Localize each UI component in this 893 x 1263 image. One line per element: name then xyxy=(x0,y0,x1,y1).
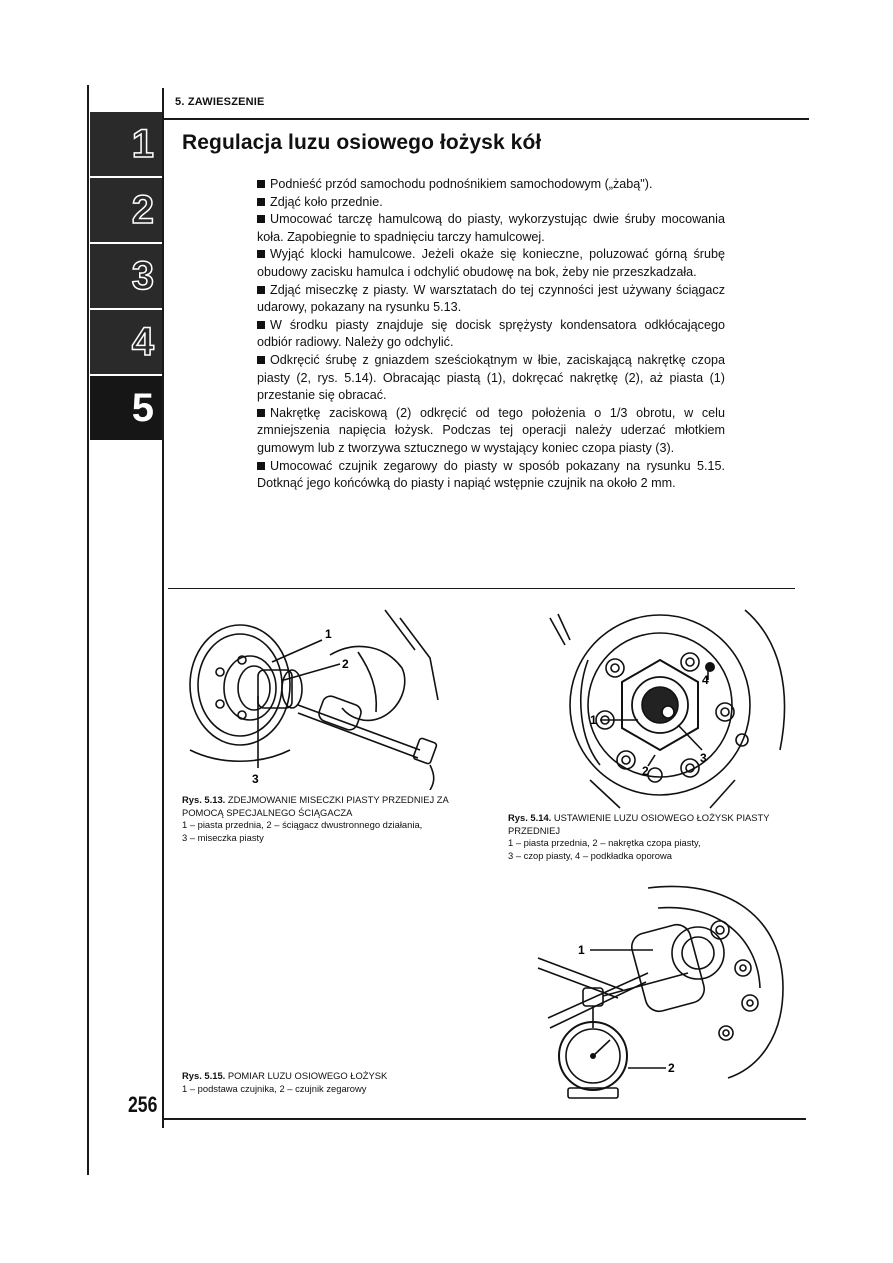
left-margin-rule xyxy=(87,85,89,1175)
callout-4: 4 xyxy=(702,673,709,687)
hub-adjustment-drawing xyxy=(530,600,800,810)
figure-legend: 1 – piasta przednia, 2 – ściągacz dwustronnego działania, xyxy=(182,819,423,831)
bullet-square-icon xyxy=(257,198,265,206)
section-label: 5. ZAWIESZENIE xyxy=(175,96,265,108)
figure-legend: 1 – podstawa czujnika, 2 – czujnik zegarowy xyxy=(182,1082,367,1094)
step-item: Wyjąć klocki hamulcowe. Jeżeli okaże się konieczne, poluzować górną śrubę obudowy zacisku hamulca i odchylić obudowę na bok, żeby nie przeszkadzała. xyxy=(257,247,725,279)
figure-number: Rys. 5.15. xyxy=(182,1070,226,1081)
figure-5-14-illustration xyxy=(530,600,800,810)
bullet-square-icon xyxy=(257,409,265,417)
chapter-tab-3: 3 xyxy=(90,244,162,308)
figure-legend: 1 – piasta przednia, 2 – nakrętka czopa piasty, xyxy=(508,837,701,849)
figure-5-15-caption xyxy=(182,1070,482,1095)
callout-1: 1 xyxy=(578,943,585,957)
figure-5-13-illustration xyxy=(180,600,480,790)
step-item: Zdjąć miseczkę z piasty. W warsztatach do tej czynności jest używany ściągacz udarowy, pokazany na rysunku 5.13. xyxy=(257,282,725,315)
figure-5-15-illustration xyxy=(528,878,798,1103)
step-item: Nakrętkę zaciskową (2) odkręcić od tego położenia o 1/3 obrotu, w celu zmniejszenia napięcia łożysk. Podczas tej operacji należy uderzać młotkiem gumowym lub z tworzywa sztucznego w wystający koniec czopa piasty (3). xyxy=(257,405,725,455)
step-item: W środku piasty znajduje się docisk sprężysty kondensatora odkłócającego odbiór radiowy. Należy go odchylić. xyxy=(257,317,725,350)
bullet-square-icon xyxy=(257,356,265,364)
callout-2: 2 xyxy=(642,764,649,778)
callout-1: 1 xyxy=(590,713,597,727)
figure-legend: 3 – miseczka piasty xyxy=(182,831,264,843)
bullet-square-icon xyxy=(257,215,265,223)
step-item: Odkręcić śrubę z gniazdem sześciokątnym w łbie, zaciskającą nakrętkę czopa piasty (2, rys. 5.14). Obracając piastą (1), dokręcać nakrętkę (2), aż piasta (1) przestanie się obracać. xyxy=(257,352,725,403)
bullet-square-icon xyxy=(257,462,265,470)
step-item: Zdjąć koło przednie. xyxy=(257,194,725,212)
figure-title: ZDEJMOWANIE MISECZKI PIASTY PRZEDNIEJ ZA POMOCĄ SPECJALNEGO ŚCIĄGACZA xyxy=(182,794,449,818)
chapter-tab-1: 1 xyxy=(90,112,162,176)
footer-rule xyxy=(164,1118,806,1120)
bullet-square-icon xyxy=(257,180,265,188)
figure-5-13-caption xyxy=(182,794,492,844)
bullet-square-icon xyxy=(257,321,265,329)
text-column-rule xyxy=(162,88,164,1128)
chapter-tab-5: 5 xyxy=(90,376,162,440)
figure-number: Rys. 5.13. xyxy=(182,794,226,805)
callout-2: 2 xyxy=(342,657,349,671)
bullet-square-icon xyxy=(257,286,265,294)
chapter-tabs xyxy=(90,112,162,442)
hub-puller-drawing xyxy=(180,600,480,790)
step-item: Umocować tarczę hamulcową do piasty, wykorzystując dwie śruby mocowania koła. Zapobiegnie to spadnięciu tarczy hamulcowej. xyxy=(257,212,725,244)
figure-title: USTAWIENIE LUZU OSIOWEGO ŁOŻYSK PIASTY PRZEDNIEJ xyxy=(508,812,770,836)
callout-2: 2 xyxy=(668,1061,675,1075)
page-heading: Regulacja luzu osiowego łożysk kół xyxy=(182,131,542,154)
figure-5-14-caption xyxy=(508,812,808,862)
callout-3: 3 xyxy=(700,751,707,765)
bullet-square-icon xyxy=(257,250,265,258)
figures-separator-rule xyxy=(168,588,795,589)
dial-gauge-drawing xyxy=(528,878,798,1103)
instruction-steps xyxy=(257,176,725,493)
callout-1: 1 xyxy=(325,627,332,641)
step-item: Umocować czujnik zegarowy do piasty w sposób pokazany na rysunku 5.15. Dotknąć jego końcówką do piasty i napiąć wstępnie czujnik na około 2 mm. xyxy=(257,458,725,491)
page-number: 256 xyxy=(128,1092,158,1117)
callout-3: 3 xyxy=(252,772,259,786)
figure-title: POMIAR LUZU OSIOWEGO ŁOŻYSK xyxy=(227,1070,388,1081)
header-rule xyxy=(164,118,809,120)
step-item: Podnieść przód samochodu podnośnikiem samochodowym („żabą"). xyxy=(257,176,725,194)
figure-legend: 3 – czop piasty, 4 – podkładka oporowa xyxy=(508,849,672,861)
figure-number: Rys. 5.14. xyxy=(508,812,552,823)
chapter-tab-4: 4 xyxy=(90,310,162,374)
chapter-tab-2: 2 xyxy=(90,178,162,242)
